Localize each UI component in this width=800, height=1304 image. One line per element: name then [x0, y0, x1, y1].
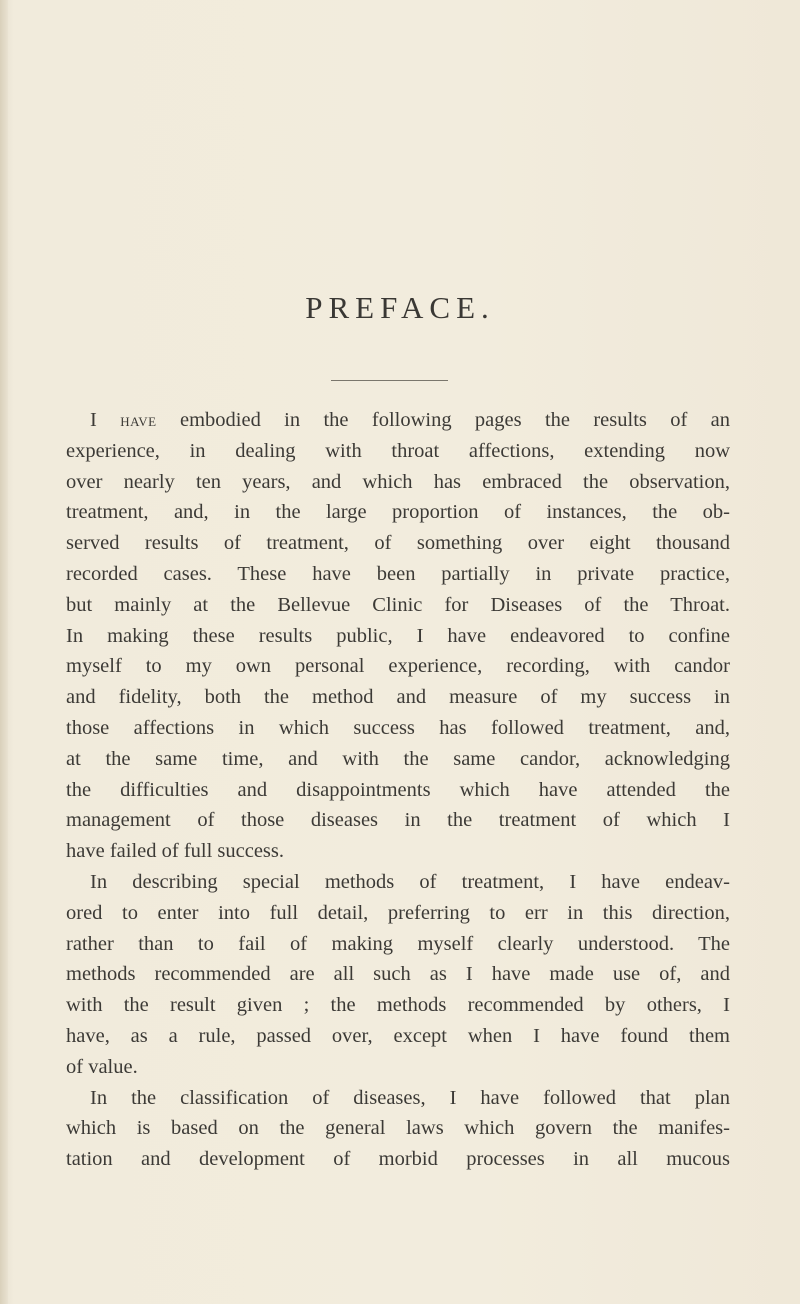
preface-body [66, 405, 730, 1175]
text-line: management of those diseases in the treatment of which I [66, 809, 730, 832]
text-line: of value. [66, 1055, 138, 1078]
text-line [66, 405, 730, 436]
opening-word: I [90, 409, 97, 431]
text-line: and fidelity, both the method and measure of my success in [66, 686, 730, 709]
text-line: over nearly ten years, and which has embraced the observation, [66, 470, 730, 493]
text-line: In making these results public, I have endeavored to confine [66, 624, 730, 647]
text-line: at the same time, and with the same candor, acknowledging [66, 747, 730, 770]
text-line: have failed of full success. [66, 840, 285, 863]
page-title: PREFACE. [305, 290, 495, 325]
paragraph-3 [66, 1083, 730, 1175]
title-rule [331, 380, 448, 381]
text-line: In the classification of diseases, I have followed that plan [90, 1086, 730, 1109]
text-line: the difficulties and disappointments which have attended the [66, 778, 730, 801]
line-text: embodied in the following pages the results of an [179, 409, 731, 431]
text-line: rather than to fail of making myself clearly understood. The [66, 932, 730, 955]
text-line: have, as a rule, passed over, except when I have found them [66, 1024, 730, 1047]
page-gutter [0, 0, 8, 1304]
text-line: served results of treatment, of something over eight thousand [66, 532, 730, 555]
paragraph-1 [66, 405, 730, 867]
text-line: myself to my own personal experience, recording, with candor [66, 655, 730, 678]
text-line: those affections in which success has followed treatment, and, [66, 716, 730, 739]
text-line: which is based on the general laws which govern the manifes- [66, 1117, 730, 1140]
text-line: treatment, and, in the large proportion of instances, the ob- [66, 501, 730, 524]
text-line: tation and development of morbid processes in all mucous [66, 1148, 730, 1171]
text-line: but mainly at the Bellevue Clinic for Diseases of the Throat. [66, 593, 730, 616]
paragraph-2 [66, 867, 730, 1083]
text-line: with the result given ; the methods recommended by others, I [66, 994, 730, 1017]
text-line: experience, in dealing with throat affections, extending now [66, 439, 730, 462]
text-line: methods recommended are all such as I have made use of, and [66, 963, 730, 986]
text-line: recorded cases. These have been partially in private practice, [66, 562, 730, 585]
text-line: ored to enter into full detail, preferring to err in this direction, [66, 901, 730, 924]
opening-smallcaps: have [120, 410, 157, 430]
text-line: In describing special methods of treatment, I have endeav- [90, 870, 730, 893]
